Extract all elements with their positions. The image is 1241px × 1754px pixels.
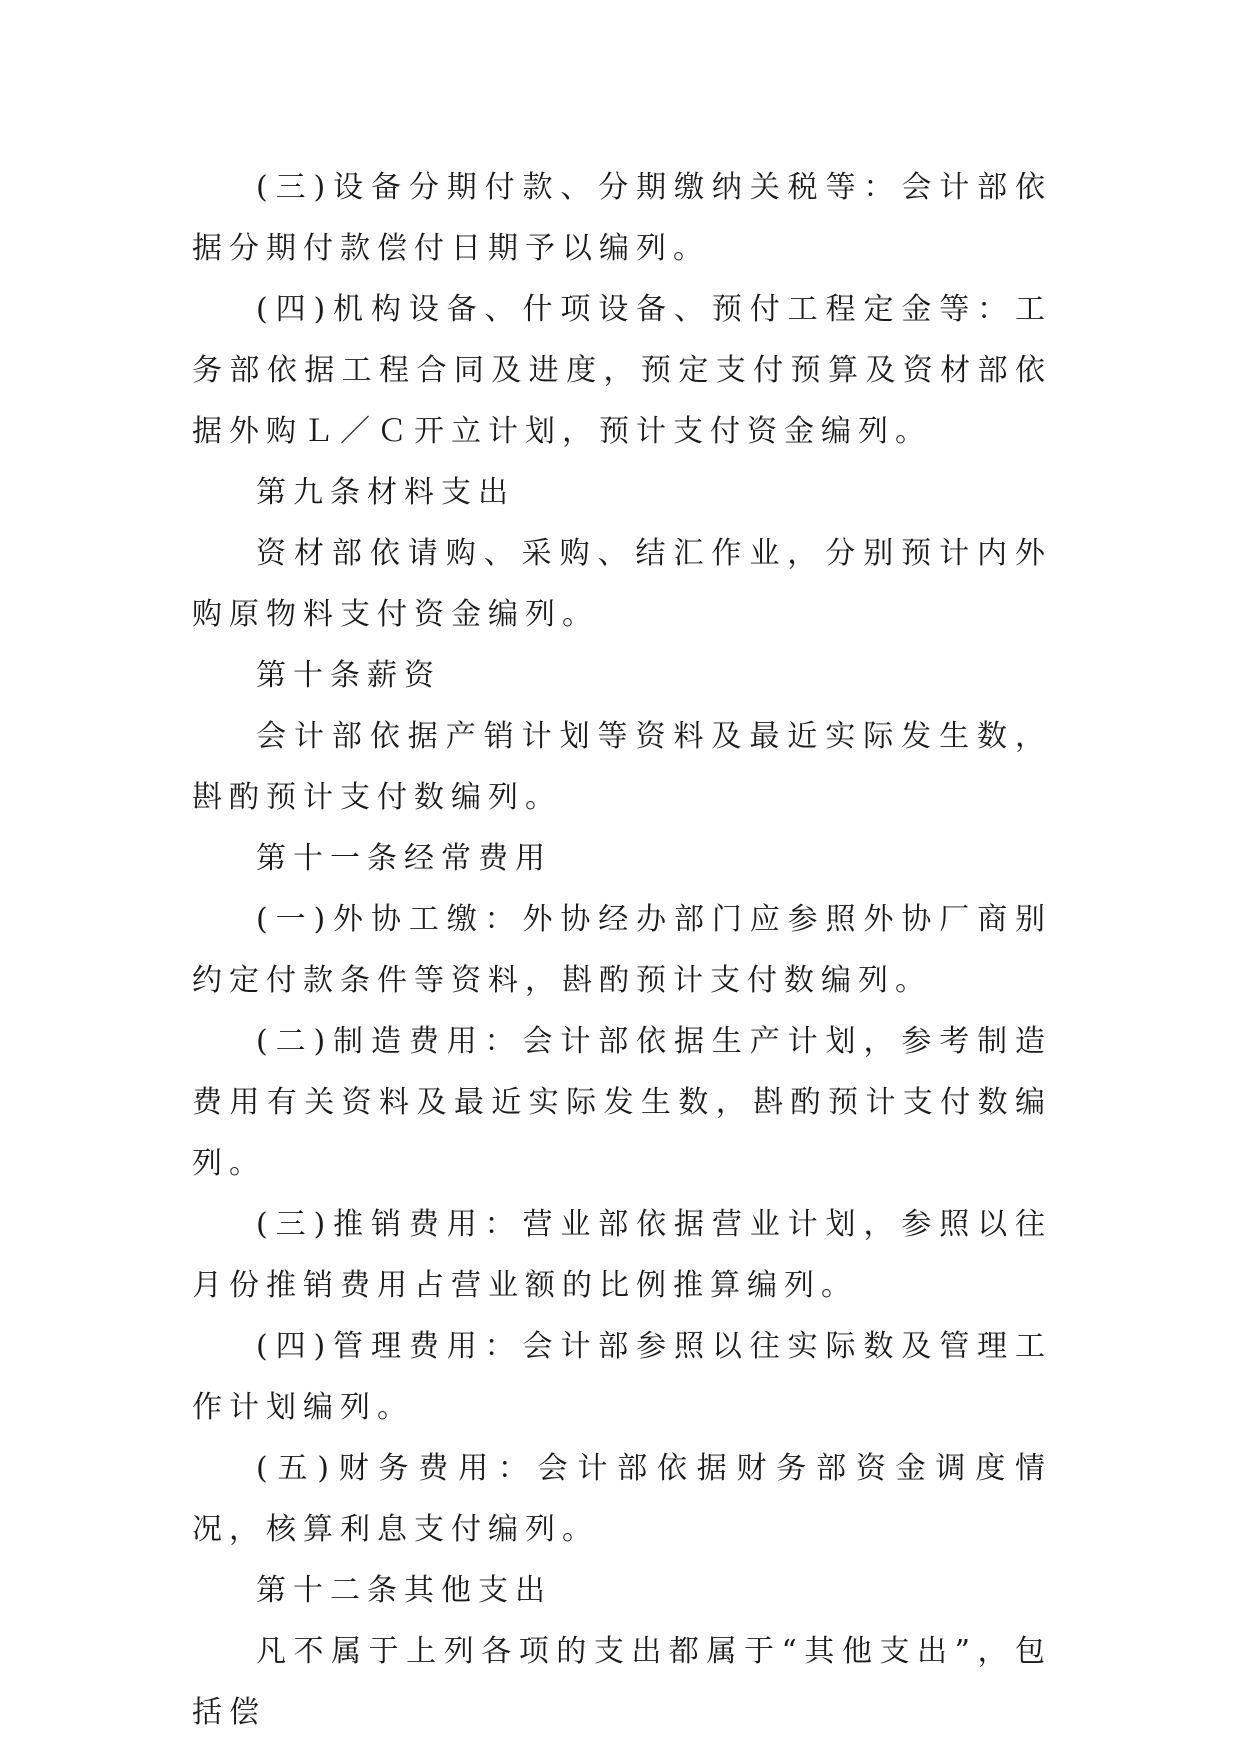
paragraph-equipment-deposits: (四)机构设备、什项设备、预付工程定金等：工务部依据工程合同及进度，预定支付预算及资材部依据外购Ｌ／Ｃ开立计划，预计支付资金编列。 — [192, 292, 1052, 449]
article-12-heading: 第十二条其他支出 — [256, 1573, 552, 1608]
paragraph-other-expenditure: 凡不属于上列各项的支出都属于“其他支出”，包括偿 — [192, 1634, 1052, 1730]
paragraph-manufacturing-costs: (二)制造费用：会计部依据生产计划，参考制造费用有关资料及最近实际发生数，斟酌预计支付数编列。 — [192, 1024, 1052, 1181]
article-10-heading: 第十条薪资 — [256, 658, 441, 693]
paragraph-salary: 会计部依据产销计划等资料及最近实际发生数，斟酌预计支付数编列。 — [192, 719, 1052, 815]
paragraph-material-expenditure: 资材部依请购、采购、结汇作业，分别预计内外购原物料支付资金编列。 — [192, 536, 1052, 632]
paragraph-financial-expenses: (五)财务费用：会计部依据财务部资金调度情况，核算利息支付编列。 — [192, 1451, 1052, 1547]
paragraph-selling-expenses: (三)推销费用：营业部依据营业计划，参照以往月份推销费用占营业额的比例推算编列。 — [192, 1207, 1052, 1303]
paragraph-installment-payments: (三)设备分期付款、分期缴纳关税等：会计部依据分期付款偿付日期予以编列。 — [192, 170, 1052, 266]
paragraph-outsourcing-fees: (一)外协工缴：外协经办部门应参照外协厂商别约定付款条件等资料，斟酌预计支付数编列。 — [192, 902, 1052, 998]
article-11-heading: 第十一条经常费用 — [256, 841, 552, 876]
document-body — [192, 157, 1052, 1743]
article-9-heading: 第九条材料支出 — [256, 475, 515, 510]
paragraph-administrative-expenses: (四)管理费用：会计部参照以往实际数及管理工作计划编列。 — [192, 1329, 1052, 1425]
